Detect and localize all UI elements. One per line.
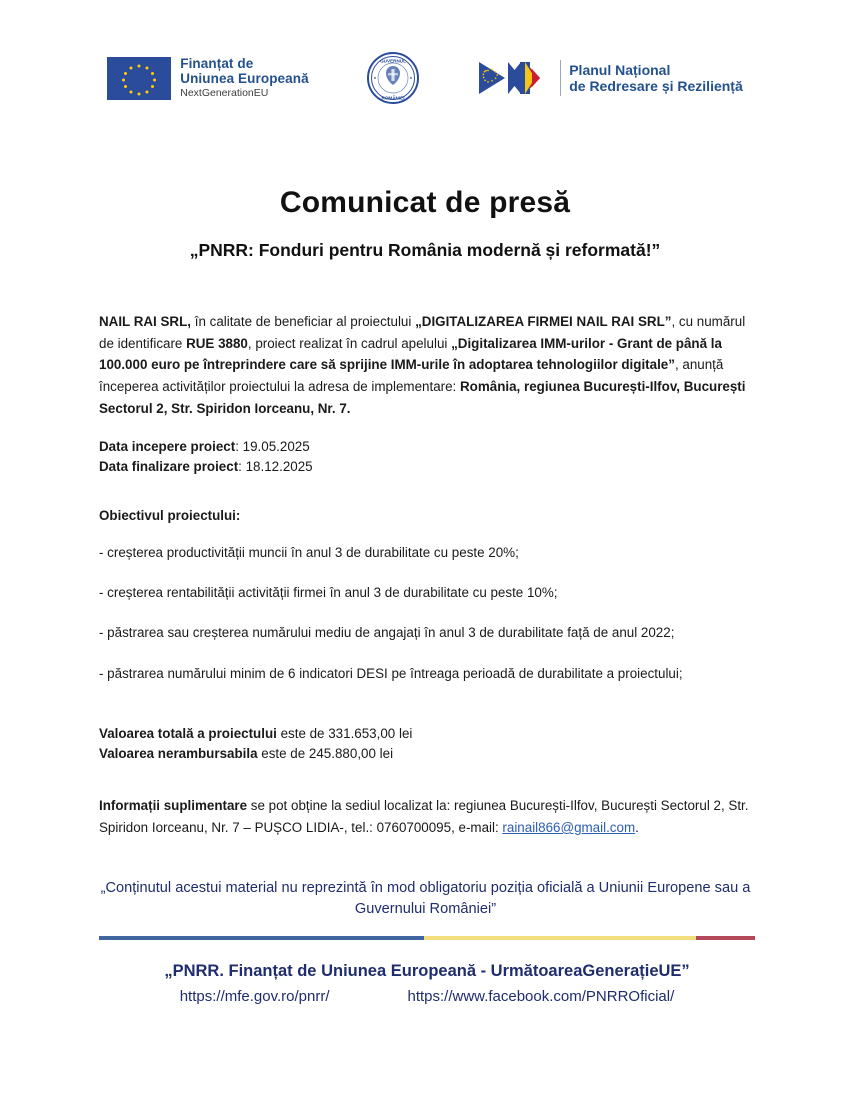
rue-identifier: RUE 3880 bbox=[186, 335, 248, 351]
project-end-label: Data finalizare proiect bbox=[99, 458, 239, 474]
project-start-value: : 19.05.2025 bbox=[235, 438, 310, 454]
page-footer bbox=[99, 936, 755, 1005]
project-dates bbox=[99, 437, 752, 478]
objectives-heading: Obiectivul proiectului: bbox=[99, 508, 241, 524]
header-logo-bar bbox=[0, 0, 850, 110]
additional-info-label: Informații suplimentare bbox=[99, 798, 248, 814]
eu-logo-line3: NextGenerationEU bbox=[180, 87, 269, 100]
eu-logo-text bbox=[180, 56, 308, 100]
pnrr-logo-line1: Planul Național bbox=[569, 61, 671, 78]
project-values bbox=[99, 724, 752, 766]
gov-seal-svg bbox=[367, 52, 419, 104]
intro-text-3: , proiect realizat în cadrul apelului bbox=[247, 335, 452, 351]
grant-value-label: Valoarea nerambursabila bbox=[99, 746, 258, 762]
total-value-amount: este de 331.653,00 lei bbox=[276, 725, 413, 741]
objective-item: - păstrarea numărului minim de 6 indicatori DESI pe întreaga perioadă de durabilitate a proiectului; bbox=[99, 665, 683, 681]
project-start-date-row bbox=[99, 437, 752, 457]
page-subtitle: „PNRR: Fonduri pentru România modernă și reformată!” bbox=[189, 240, 661, 260]
objective-item: - păstrarea sau creșterea numărului mediu de angajați în anul 3 de durabilitate față de anul 2022; bbox=[99, 625, 675, 641]
divider-segment-blue bbox=[99, 936, 424, 940]
tricolor-divider bbox=[99, 936, 755, 940]
divider-segment-yellow bbox=[424, 936, 696, 940]
intro-text-2: , cu numărul de identificare bbox=[99, 314, 746, 351]
pnrr-arrows-icon bbox=[477, 58, 552, 98]
eu-logo-line2: Uniunea Europeană bbox=[180, 71, 309, 87]
eu-funding-logo bbox=[107, 56, 308, 100]
contact-email-link[interactable]: rainail866@gmail.com bbox=[502, 819, 636, 835]
pnrr-logo bbox=[477, 58, 743, 98]
pnrr-logo-divider bbox=[560, 60, 562, 96]
intro-text-4: , anunță începerea activităților proiectului la adresa de implementare: bbox=[99, 357, 724, 395]
beneficiary-name: NAIL RAI SRL, bbox=[99, 314, 192, 329]
total-value-row bbox=[99, 724, 752, 745]
svg-text:GUVERNUL: GUVERNUL bbox=[379, 58, 406, 64]
eu-flag-icon bbox=[107, 57, 171, 100]
project-start-label: Data incepere proiect bbox=[99, 438, 236, 454]
romanian-government-seal-icon bbox=[367, 52, 419, 104]
call-name: „Digitalizarea IMM-urilor - Grant de până la 100.000 euro pe întreprindere care să sprijine IMM-urile în adoptarea tehnologiilor digitale” bbox=[99, 335, 722, 373]
footer-link-mfe[interactable]: https://mfe.gov.ro/pnrr/ bbox=[179, 988, 330, 1005]
footer-link-facebook[interactable]: https://www.facebook.com/PNRROficial/ bbox=[407, 988, 675, 1005]
additional-info-text-end: . bbox=[635, 819, 639, 835]
additional-info-text: se pot obține la sediul localizat la: regiunea București-Ilfov, București Sectorul 2, Str. Spiridon Iorceanu, Nr. 7 – PUȘCO LIDIA-, tel.: 0760700095, e-mail: bbox=[99, 798, 749, 835]
objective-item: - creșterea productivității muncii în anul 3 de durabilitate cu peste 20%; bbox=[99, 545, 519, 561]
svg-text:ROMÂNIEI: ROMÂNIEI bbox=[381, 95, 405, 101]
pnrr-logo-line2: de Redresare și Reziliență bbox=[569, 78, 743, 94]
grant-value-row bbox=[99, 744, 752, 765]
disclaimer-text: „Conținutul acestui material nu reprezintă în mod obligatoriu poziția oficială a Uniunii Europene sau a Guvernului României” bbox=[100, 880, 751, 917]
eu-stars-icon bbox=[107, 57, 171, 100]
project-end-value: : 18.12.2025 bbox=[238, 458, 313, 474]
additional-info-paragraph bbox=[99, 795, 752, 838]
objective-item: - creșterea rentabilității activității firmei în anul 3 de durabilitate cu peste 10%; bbox=[99, 585, 558, 601]
grant-value-amount: este de 245.880,00 lei bbox=[257, 746, 394, 762]
project-name: „DIGITALIZAREA FIRMEI NAIL RAI SRL” bbox=[415, 314, 672, 329]
intro-paragraph bbox=[99, 311, 752, 420]
total-value-label: Valoarea totală a proiectului bbox=[99, 725, 277, 741]
implementation-address: România, regiunea București-Ilfov, București Sectorul 2, Str. Spiridon Iorceanu, Nr. 7. bbox=[99, 379, 746, 416]
eu-logo-line1: Finanțat de bbox=[180, 56, 254, 72]
intro-text-1: în calitate de beneficiar al proiectului bbox=[191, 314, 416, 329]
footer-links bbox=[99, 988, 755, 1005]
divider-segment-red bbox=[696, 936, 755, 940]
pnrr-logo-text bbox=[569, 62, 743, 94]
footer-title: „PNRR. Finanțat de Uniunea Europeană - UrmătoareaGenerațieUE” bbox=[164, 962, 690, 980]
project-end-date-row bbox=[99, 457, 752, 477]
document-content bbox=[0, 311, 850, 839]
page-title: Comunicat de presă bbox=[279, 186, 571, 219]
